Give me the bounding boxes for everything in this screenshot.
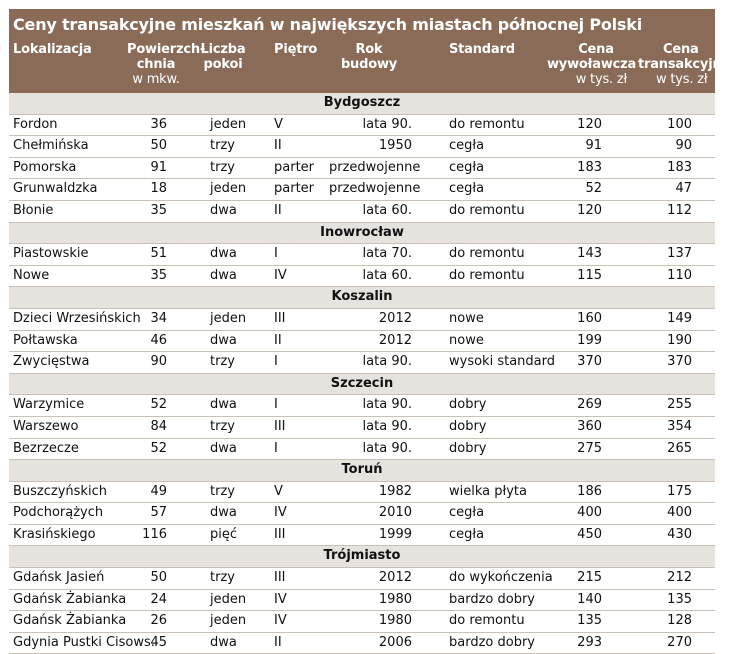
header-cena-wywolawcza: [547, 42, 637, 87]
header-rok-line: budowy: [340, 57, 398, 72]
cell-cena-transakcyjna: 135: [667, 591, 692, 607]
cell-powierzchnia: 46: [150, 332, 167, 348]
cell-standard: bardzo dobry: [449, 634, 535, 650]
cell-rok: 1999: [378, 526, 412, 542]
city-section-header: [9, 546, 715, 568]
cell-lokalizacja: Warzymice: [13, 397, 85, 413]
table-row: [9, 352, 715, 374]
cell-standard: cegła: [449, 526, 485, 542]
cell-standard: cegła: [449, 505, 485, 521]
table-row: [9, 568, 715, 590]
header-wywolawcza-line: Cena: [578, 42, 614, 57]
header-powierzchnia-unit: w mkw.: [132, 72, 180, 87]
cell-rok: 2012: [378, 310, 412, 326]
city-section-header: [9, 223, 715, 245]
header-rok: [339, 42, 399, 72]
table-row: [9, 482, 715, 504]
cell-cena-transakcyjna: 265: [667, 440, 692, 456]
cell-pietro: parter: [274, 181, 315, 197]
cell-pietro: III: [274, 570, 286, 586]
cell-standard: nowe: [449, 310, 484, 326]
table-row: [9, 331, 715, 353]
cell-standard: do remontu: [449, 613, 525, 629]
cell-cena-transakcyjna: 400: [667, 505, 692, 521]
cell-cena-transakcyjna: 354: [667, 418, 692, 434]
cell-rok: 1980: [378, 613, 412, 629]
cell-standard: bardzo dobry: [449, 591, 535, 607]
cell-powierzchnia: 24: [150, 591, 167, 607]
cell-pietro: parter: [274, 159, 315, 175]
cell-pokoje: dwa: [210, 440, 237, 456]
city-name: Bydgoszcz: [323, 95, 401, 110]
header-transakcyjna-line: transakcyjna: [638, 57, 730, 72]
cell-rok: 1950: [378, 138, 412, 154]
cell-rok: lata 70.: [362, 246, 412, 262]
cell-cena-wywolawcza: 370: [577, 354, 602, 370]
table-row: [9, 439, 715, 461]
cell-lokalizacja: Buszczyńskich: [13, 483, 107, 499]
cell-powierzchnia: 35: [150, 202, 167, 218]
cell-pietro: IV: [274, 267, 287, 283]
header-standard: [449, 42, 515, 57]
cell-cena-wywolawcza: 293: [577, 634, 602, 650]
cell-powierzchnia: 50: [150, 570, 167, 586]
header-lokalizacja: [13, 42, 92, 57]
cell-lokalizacja: Bezrzecze: [13, 440, 79, 456]
cell-powierzchnia: 52: [150, 397, 167, 413]
cell-pietro: I: [274, 246, 278, 262]
cell-standard: nowe: [449, 332, 484, 348]
cell-cena-transakcyjna: 128: [667, 613, 692, 629]
cell-cena-transakcyjna: 137: [667, 246, 692, 262]
cell-cena-wywolawcza: 143: [577, 246, 602, 262]
cell-lokalizacja: Piastowskie: [13, 246, 89, 262]
cell-cena-transakcyjna: 90: [675, 138, 692, 154]
table-row: [9, 115, 715, 137]
cell-pokoje: dwa: [210, 634, 237, 650]
cell-rok: 1980: [378, 591, 412, 607]
cell-pietro: IV: [274, 613, 287, 629]
cell-rok: lata 90.: [362, 440, 412, 456]
cell-cena-wywolawcza: 186: [577, 483, 602, 499]
cell-pietro: I: [274, 397, 278, 413]
city-section-header: [9, 93, 715, 115]
cell-pietro: V: [274, 116, 283, 132]
cell-cena-wywolawcza: 91: [585, 138, 602, 154]
cell-cena-transakcyjna: 149: [667, 310, 692, 326]
cell-pietro: II: [274, 202, 282, 218]
cell-powierzchnia: 18: [150, 181, 167, 197]
cell-pokoje: dwa: [210, 246, 237, 262]
cell-standard: do remontu: [449, 267, 525, 283]
cell-cena-wywolawcza: 215: [577, 570, 602, 586]
header-pokoje-line: pokoi: [203, 57, 243, 72]
cell-powierzchnia: 90: [150, 354, 167, 370]
city-section-header: [9, 287, 715, 309]
cell-rok: przedwojenne: [329, 181, 421, 197]
header-pokoje-line: Liczba: [200, 42, 246, 57]
cell-cena-transakcyjna: 430: [667, 526, 692, 542]
cell-cena-wywolawcza: 269: [577, 397, 602, 413]
city-section-header: [9, 460, 715, 482]
cell-standard: do remontu: [449, 202, 525, 218]
cell-powierzchnia: 49: [150, 483, 167, 499]
cell-standard: cegła: [449, 159, 485, 175]
cell-pokoje: jeden: [210, 181, 247, 197]
cell-pokoje: dwa: [210, 505, 237, 521]
cell-standard: do wykończenia: [449, 570, 553, 586]
table-header: [9, 9, 730, 93]
table-title: Ceny transakcyjne mieszkań w największych miastach północnej Polski: [13, 15, 642, 34]
cell-cena-transakcyjna: 175: [667, 483, 692, 499]
cell-cena-wywolawcza: 199: [577, 332, 602, 348]
cell-standard: wielka płyta: [449, 483, 527, 499]
cell-lokalizacja: Gdynia Pustki Cisows.: [13, 634, 155, 650]
header-pokoje: [197, 42, 249, 72]
cell-pokoje: trzy: [210, 418, 235, 434]
cell-powierzchnia: 57: [150, 505, 167, 521]
cell-pietro: III: [274, 310, 286, 326]
cell-lokalizacja: Połtawska: [13, 332, 78, 348]
cell-cena-wywolawcza: 115: [577, 267, 602, 283]
table-row: [9, 201, 715, 223]
header-powierzchnia: [127, 42, 206, 87]
table-row: [9, 525, 715, 547]
header-cena-transakcyjna: [635, 42, 730, 87]
cell-cena-wywolawcza: 360: [577, 418, 602, 434]
cell-rok: lata 90.: [362, 397, 412, 413]
cell-lokalizacja: Gdańsk Żabianka: [13, 613, 127, 629]
header-powierzchnia-line: chnia: [136, 57, 176, 72]
cell-powierzchnia: 35: [150, 267, 167, 283]
header-powierzchnia-line: Powierzch-: [127, 42, 206, 57]
city-section-header: [9, 374, 715, 396]
cell-pietro: II: [274, 138, 282, 154]
cell-pietro: IV: [274, 591, 287, 607]
table-row: [9, 309, 715, 331]
cell-rok: 2012: [378, 570, 412, 586]
cell-pietro: II: [274, 332, 282, 348]
cell-pietro: IV: [274, 505, 287, 521]
cell-cena-wywolawcza: 450: [577, 526, 602, 542]
cell-rok: 2012: [378, 332, 412, 348]
cell-rok: lata 90.: [362, 418, 412, 434]
table-row: [9, 136, 715, 158]
city-name: Trójmiasto: [323, 548, 401, 564]
cell-lokalizacja: Zwycięstwa: [13, 354, 90, 370]
cell-rok: przedwojenne: [329, 159, 421, 175]
cell-rok: 1982: [378, 483, 412, 499]
cell-standard: do remontu: [449, 116, 525, 132]
table-row: [9, 633, 715, 654]
cell-lokalizacja: Podchorążych: [13, 505, 104, 521]
cell-cena-transakcyjna: 212: [667, 570, 692, 586]
cell-lokalizacja: Pomorska: [13, 159, 77, 175]
city-name: Toruń: [341, 462, 383, 478]
cell-lokalizacja: Nowe: [13, 267, 50, 283]
cell-powierzchnia: 50: [150, 138, 167, 154]
cell-powierzchnia: 34: [150, 310, 167, 326]
cell-cena-wywolawcza: 135: [577, 613, 602, 629]
cell-cena-transakcyjna: 47: [675, 181, 692, 197]
cell-pokoje: trzy: [210, 138, 235, 154]
cell-cena-transakcyjna: 370: [667, 354, 692, 370]
cell-lokalizacja: Błonie: [13, 202, 54, 218]
table-row: [9, 158, 715, 180]
cell-powierzchnia: 45: [150, 634, 167, 650]
cell-powierzchnia: 52: [150, 440, 167, 456]
table-row: [9, 266, 715, 288]
cell-rok: lata 60.: [362, 202, 412, 218]
cell-standard: cegła: [449, 138, 485, 154]
cell-lokalizacja: Dzieci Wrzesińskich: [13, 310, 141, 326]
cell-lokalizacja: Krasińskiego: [13, 526, 96, 542]
table-row: [9, 244, 715, 266]
cell-pietro: III: [274, 418, 286, 434]
cell-cena-transakcyjna: 110: [667, 267, 692, 283]
cell-cena-wywolawcza: 160: [577, 310, 602, 326]
cell-standard: dobry: [449, 440, 487, 456]
cell-rok: 2006: [378, 634, 412, 650]
cell-lokalizacja: Gdańsk Żabianka: [13, 591, 127, 607]
cell-cena-transakcyjna: 100: [667, 116, 692, 132]
cell-powierzchnia: 26: [150, 613, 167, 629]
cell-rok: 2010: [378, 505, 412, 521]
cell-pietro: III: [274, 526, 286, 542]
cell-pokoje: dwa: [210, 332, 237, 348]
cell-lokalizacja: Chełmińska: [13, 138, 89, 154]
header-transakcyjna-line: Cena: [663, 42, 699, 57]
cell-rok: lata 90.: [362, 354, 412, 370]
header-pietro-line: Piętro: [274, 42, 318, 57]
cell-pietro: I: [274, 354, 278, 370]
header-wywolawcza-unit: w tys. zł: [575, 72, 627, 87]
cell-pokoje: trzy: [210, 483, 235, 499]
cell-pietro: II: [274, 634, 282, 650]
header-lokalizacja-line: Lokalizacja: [13, 42, 92, 57]
cell-pietro: I: [274, 440, 278, 456]
cell-powierzchnia: 51: [150, 246, 167, 262]
cell-cena-transakcyjna: 112: [667, 202, 692, 218]
cell-standard: do remontu: [449, 246, 525, 262]
cell-cena-transakcyjna: 270: [667, 634, 692, 650]
cell-pokoje: dwa: [210, 202, 237, 218]
cell-powierzchnia: 91: [150, 159, 167, 175]
cell-powierzchnia: 116: [142, 526, 167, 542]
cell-standard: wysoki standard: [449, 354, 555, 370]
header-wywolawcza-line: wywoławcza: [547, 57, 637, 72]
cell-powierzchnia: 84: [150, 418, 167, 434]
cell-pokoje: trzy: [210, 354, 235, 370]
cell-pokoje: dwa: [210, 397, 237, 413]
cell-pokoje: jeden: [210, 310, 247, 326]
cell-rok: lata 60.: [362, 267, 412, 283]
cell-pokoje: jeden: [210, 116, 247, 132]
cell-cena-wywolawcza: 52: [585, 181, 602, 197]
cell-pietro: V: [274, 483, 283, 499]
cell-cena-transakcyjna: 255: [667, 397, 692, 413]
header-rok-line: Rok: [355, 42, 383, 57]
cell-cena-transakcyjna: 183: [667, 159, 692, 175]
cell-cena-wywolawcza: 275: [577, 440, 602, 456]
header-pietro: [274, 42, 317, 57]
cell-rok: lata 90.: [362, 116, 412, 132]
cell-pokoje: trzy: [210, 570, 235, 586]
cell-lokalizacja: Gdańsk Jasień: [13, 570, 105, 586]
cell-cena-wywolawcza: 400: [577, 505, 602, 521]
cell-cena-wywolawcza: 140: [577, 591, 602, 607]
cell-standard: cegła: [449, 181, 485, 197]
cell-lokalizacja: Warszewo: [13, 418, 79, 434]
table-row: [9, 417, 715, 439]
cell-standard: dobry: [449, 418, 487, 434]
cell-pokoje: jeden: [210, 613, 247, 629]
table-body: [9, 93, 715, 654]
table-row: [9, 395, 715, 417]
table-row: [9, 503, 715, 525]
table-row: [9, 590, 715, 612]
city-name: Koszalin: [331, 289, 393, 305]
cell-cena-wywolawcza: 183: [577, 159, 602, 175]
cell-lokalizacja: Grunwaldzka: [13, 181, 98, 197]
cell-cena-wywolawcza: 120: [577, 116, 602, 132]
cell-pokoje: trzy: [210, 159, 235, 175]
cell-cena-wywolawcza: 120: [577, 202, 602, 218]
cell-cena-transakcyjna: 190: [667, 332, 692, 348]
cell-lokalizacja: Fordon: [13, 116, 58, 132]
header-transakcyjna-unit: w tys. zł: [656, 72, 708, 87]
table-row: [9, 179, 715, 201]
cell-pokoje: jeden: [210, 591, 247, 607]
city-name: Inowrocław: [320, 224, 404, 240]
cell-pokoje: dwa: [210, 267, 237, 283]
cell-powierzchnia: 36: [150, 116, 167, 132]
header-standard-line: Standard: [449, 42, 515, 57]
cell-standard: dobry: [449, 397, 487, 413]
city-name: Szczecin: [330, 375, 394, 391]
cell-pokoje: pięć: [210, 526, 238, 542]
table-row: [9, 611, 715, 633]
